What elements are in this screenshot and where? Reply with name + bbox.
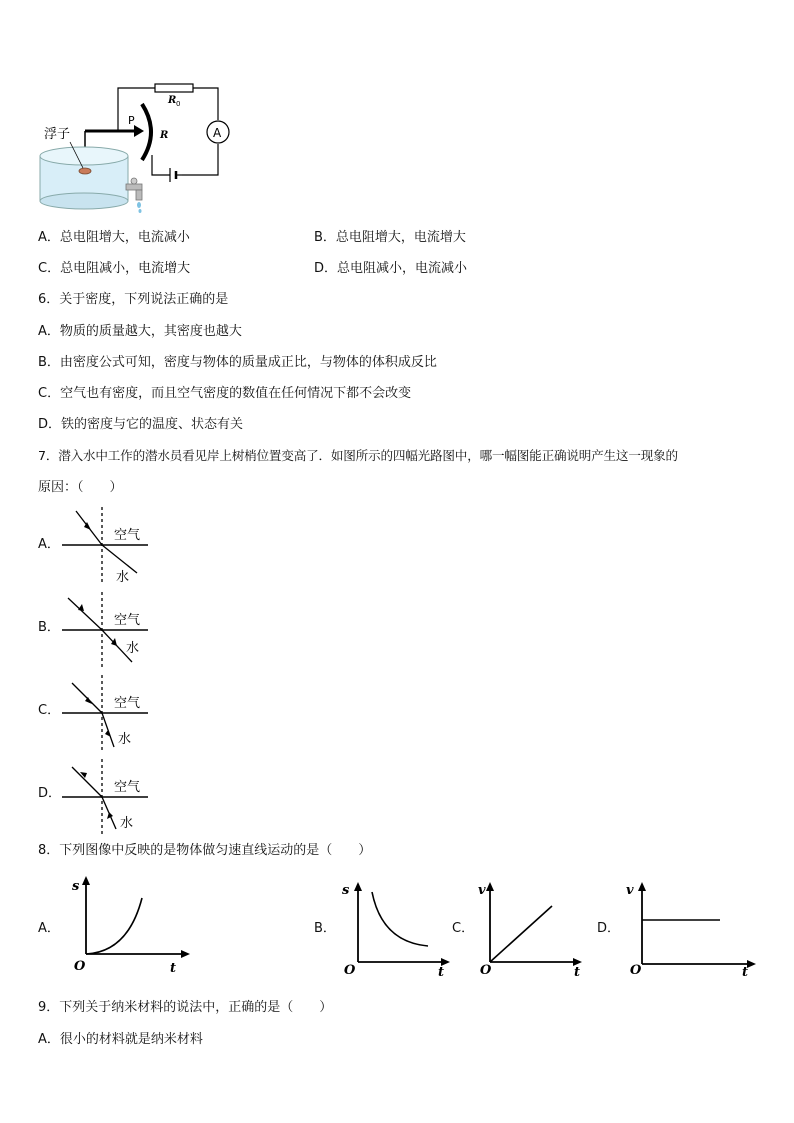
q9-option-a[interactable]: A．很小的材料就是纳米材料 [38, 1032, 203, 1047]
float-label: 浮子 [44, 127, 71, 142]
q7-option-a-label[interactable]: A． [38, 537, 60, 552]
r-label: R [160, 130, 169, 141]
float [79, 168, 91, 174]
q5-option-a[interactable]: A．总电阻增大，电流减小 [38, 230, 190, 245]
q5-option-d[interactable]: D．总电阻减小，电流减小 [314, 261, 468, 276]
q7-diagram-c[interactable] [60, 673, 160, 753]
q8-option-d-label[interactable]: D． [597, 921, 621, 936]
origin-label: O [74, 959, 86, 974]
y-axis-label: s [72, 879, 80, 894]
x-axis-label: t [438, 965, 445, 977]
y-axis-label: v [626, 883, 634, 898]
q6-stem: 6．关于密度，下列说法正确的是 [38, 292, 229, 307]
x-axis-label: t [170, 961, 177, 976]
r0-subscript: 0 [176, 100, 181, 108]
circuit-diagram [30, 80, 260, 215]
air-label: 空气 [114, 528, 141, 543]
q7-option-c-label[interactable]: C． [38, 703, 61, 718]
q6-option-d[interactable]: D．铁的密度与它的温度、状态有关 [38, 417, 244, 432]
ammeter-label: A [213, 126, 222, 140]
q7-option-b-label[interactable]: B． [38, 620, 60, 635]
q8-option-c-label[interactable]: C． [452, 921, 475, 936]
air-label: 空气 [114, 696, 141, 711]
q8-option-b-label[interactable]: B． [314, 921, 336, 936]
q6-option-c[interactable]: C．空气也有密度，而且空气密度的数值在任何情况下都不会改变 [38, 386, 412, 401]
q8-option-a-label[interactable]: A． [38, 921, 60, 936]
q6-option-b[interactable]: B．由密度公式可知，密度与物体的质量成正比，与物体的体积成反比 [38, 355, 437, 370]
water-label: 水 [126, 641, 140, 656]
air-label: 空气 [114, 780, 141, 795]
y-axis-label: v [478, 883, 486, 898]
q5-option-c[interactable]: C．总电阻减小，电流增大 [38, 261, 191, 276]
air-label: 空气 [114, 613, 141, 628]
q7-option-d-label[interactable]: D． [38, 786, 62, 801]
q8-graph-a[interactable] [68, 872, 198, 977]
q7-diagram-d[interactable] [60, 757, 160, 837]
origin-label: O [344, 963, 356, 977]
q7-stem-line2: 原因：（ ） [38, 480, 123, 495]
q8-graph-d[interactable] [622, 872, 762, 977]
q6-option-a[interactable]: A．物质的质量越大，其密度也越大 [38, 324, 242, 339]
q7-stem-line1: 7．潜入水中工作的潜水员看见岸上树梢位置变高了．如图所示的四幅光路图中，哪一幅图能正确说明产生这一现象的 [38, 448, 678, 463]
q5-option-b[interactable]: B．总电阻增大，电流增大 [314, 230, 466, 245]
q8-stem: 8．下列图像中反映的是物体做匀速直线运动的是（ ） [38, 843, 372, 858]
q7-diagram-a[interactable] [60, 505, 160, 585]
water-label: 水 [116, 570, 130, 585]
y-axis-label: s [342, 883, 350, 898]
resistor-r0 [155, 84, 193, 92]
origin-label: O [480, 963, 492, 977]
rheostat-r [142, 104, 151, 160]
r0-label: R [168, 95, 177, 106]
origin-label: O [630, 963, 642, 977]
q8-graph-c[interactable] [476, 872, 596, 977]
water-label: 水 [118, 732, 132, 747]
water-label: 水 [120, 816, 134, 831]
q9-stem: 9．下列关于纳米材料的说法中，正确的是（ ） [38, 1000, 333, 1015]
p-label: P [128, 114, 135, 127]
x-axis-label: t [742, 965, 749, 977]
q8-graph-b[interactable] [340, 872, 460, 977]
q7-diagram-b[interactable] [60, 590, 160, 670]
x-axis-label: t [574, 965, 581, 977]
